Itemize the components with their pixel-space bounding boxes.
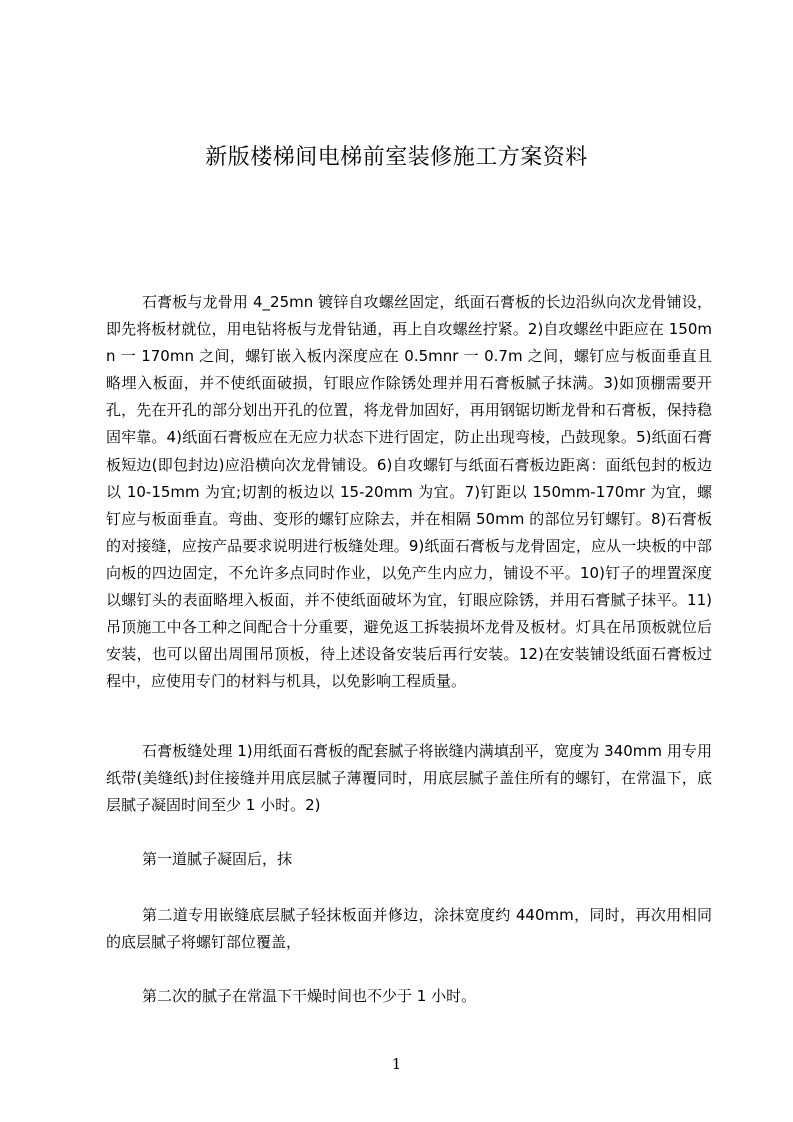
- body-paragraph: 石膏板与龙骨用 4_25mn 镀锌自攻螺丝固定，纸面石膏板的长边沿纵向次龙骨铺设，即先将板材就位，用电钻将板与龙骨钻通，再上自攻螺丝拧紧。2)自攻螺丝中距应在 150mn 一 170mn 之间，螺钉嵌入板内深度应在 0.5mnr 一 0.7m 之间，螺钉应与板面垂直且略埋入板面，并不使纸面破损，钉眼应作除锈处理并用石膏板腻子抹满。3)如顶棚需要开孔，先在开孔的部分划出开孔的位置，将龙骨加固好，再用钢锯切断龙骨和石膏板，保持稳固牢靠。4)纸面石膏板应在无应力状态下进行固定，防止出现弯棱，凸鼓现象。5)纸面石膏板短边(即包封边)应沿横向次龙骨铺设。6)自攻螺钉与纸面石膏板边距离：面纸包封的板边以 10-15mm 为宜;切割的板边以 15-20mm 为宜。7)钉距以 150mm-170mr 为宜，螺钉应与板面垂直。弯曲、变形的螺钉应除去，并在相隔 50mm 的部位另钉螺钉。8)石膏板的对接缝，应按产品要求说明进行板缝处理。9)纸面石膏板与龙骨固定，应从一块板的中部向板的四边固定，不允许多点同时作业，以免产生内应力，铺设不平。10)钉子的埋置深度以螺钉头的表面略埋入板面，并不使纸面破坏为宜，钉眼应除锈，并用石膏腻子抹平。11)吊顶施工中各工种之间配合十分重要，避免返工拆装损坏龙骨及板材。灯具在吊顶板就位后安装，也可以留出周围吊顶板，待上述设备安装后再行安装。12)在安装铺设纸面石膏板过程中，应使用专门的材料与机具，以免影响工程质量。: [106, 293, 712, 691]
- body-paragraph: 石膏板缝处理 1)用纸面石膏板的配套腻子将嵌缝内满填刮平，宽度为 340mm 用专用纸带(美缝纸)封住接缝并用底层腻子薄覆同时，用底层腻子盖住所有的螺钉，在常温下，底层腻子凝固时间至少 1 小时。2): [106, 742, 712, 815]
- body-paragraph: 第二次的腻子在常温下干燥时间也不少于 1 小时。: [142, 987, 477, 1005]
- body-paragraph: 第一道腻子凝固后，抹: [142, 850, 293, 868]
- body-paragraph: 第二道专用嵌缝底层腻子轻抹板面并修边，涂抹宽度约 440mm，同时，再次用相同的底层腻子将螺钉部位覆盖，: [106, 906, 712, 952]
- page-number: 1: [391, 1055, 402, 1073]
- page-title: 新版楼梯间电梯前室装修施工方案资料: [205, 145, 588, 170]
